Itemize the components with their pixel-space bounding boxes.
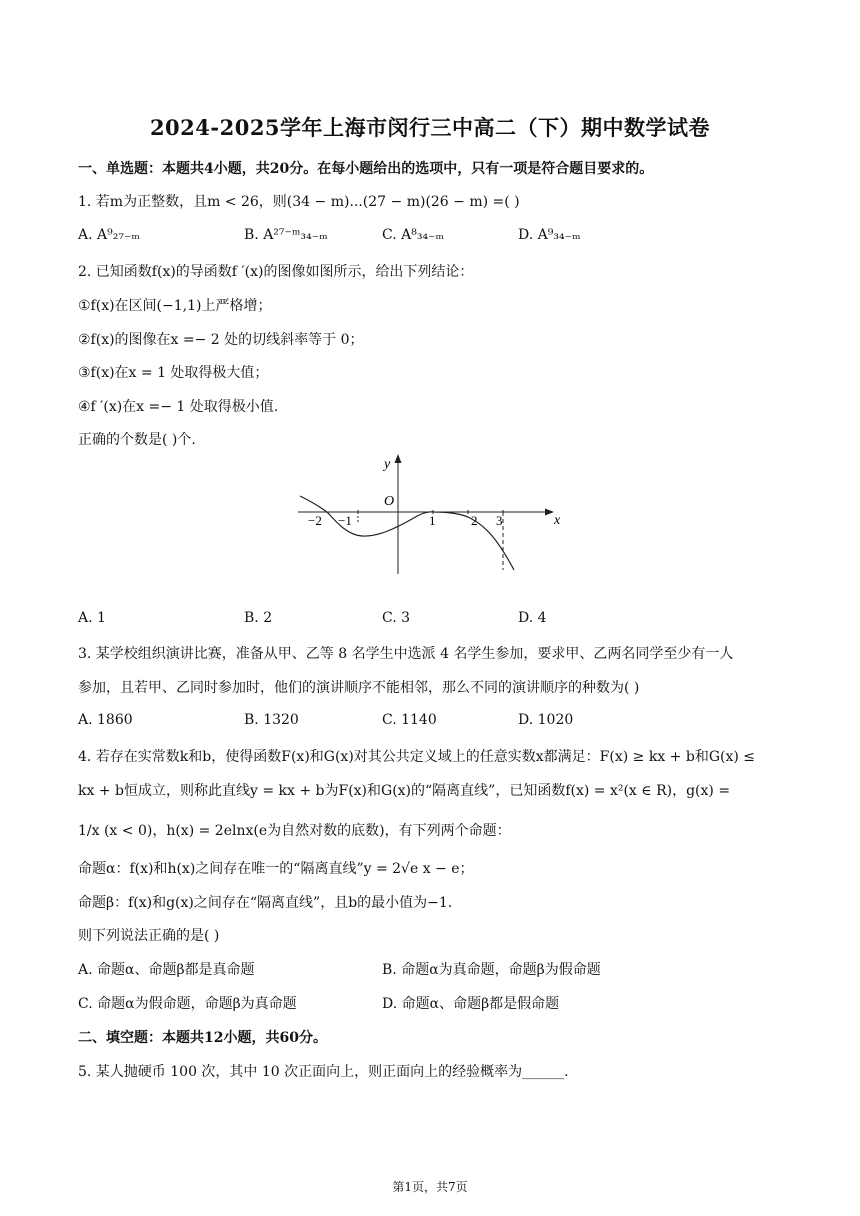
x-axis-label: x (554, 513, 561, 528)
q2-statement-1: ①f(x)在区间(−1,1)上严格增； (78, 298, 272, 314)
y-axis-arrow-icon (395, 454, 402, 463)
page-title: 2024-2025学年上海市闵行三中高二（下）期中数学试卷 (149, 115, 711, 140)
q4-option-b: B. 命题α为真命题，命题β为假命题 (382, 962, 601, 978)
question-2-stem: 2. 已知函数f(x)的导函数f ′(x)的图像如图所示，给出下列结论： (78, 264, 474, 280)
q1-option-d: D. A⁹₃₄₋ₘ (518, 227, 581, 243)
derivative-graph (292, 452, 564, 582)
q3-option-d: D. 1020 (518, 712, 574, 728)
tick-label-2: 2 (471, 513, 478, 528)
question-4-line-3: 1/x (x < 0)，h(x) = 2elnx(e为自然对数的底数)，有下列两个命题： (78, 823, 511, 839)
q2-option-b: B. 2 (244, 610, 273, 626)
q4-question: 则下列说法正确的是( ) (78, 928, 220, 944)
q4-proposition-beta: 命题β：f(x)和g(x)之间存在“隔离直线”，且b的最小值为−1. (78, 895, 453, 911)
q2-option-d: D. 4 (518, 610, 547, 626)
q1-option-b: B. A²⁷⁻ᵐ₃₄₋ₘ (244, 227, 328, 243)
question-3-line-1: 3. 某学校组织演讲比赛，准备从甲、乙等 8 名学生中选派 4 名学生参加，要求甲、乙两名同学至少有一人 (78, 646, 734, 662)
q1-option-c: C. A⁸₃₄₋ₘ (382, 227, 445, 243)
x-axis-arrow-icon (545, 509, 554, 516)
origin-label: O (384, 494, 395, 509)
derivative-curve (300, 496, 514, 570)
q2-option-a: A. 1 (78, 610, 106, 626)
tick-label-neg1: −1 (338, 513, 352, 528)
q2-statement-3: ③f(x)在x = 1 处取得极大值； (78, 365, 269, 381)
q2-question: 正确的个数是( )个. (78, 432, 196, 448)
page-footer: 第1页，共7页 (392, 1180, 468, 1194)
q2-statement-4: ④f ′(x)在x =− 1 处取得极小值. (78, 399, 279, 415)
section-single-choice: 一、单选题：本题共4小题，共20分。在每小题给出的选项中，只有一项是符合题目要求的。 (78, 161, 654, 177)
tick-label-1: 1 (429, 513, 436, 528)
q3-option-a: A. 1860 (78, 712, 133, 728)
question-4-line-1: 4. 若存在实常数k和b，使得函数F(x)和G(x)对其公共定义域上的任意实数x都满足：F(x) ≥ kx + b和G(x) ≤ (78, 749, 756, 765)
question-1-stem: 1. 若m为正整数，且m < 26，则(34 − m)...(27 − m)(26 − m) =( ) (78, 194, 520, 210)
question-4-line-2: kx + b恒成立，则称此直线y = kx + b为F(x)和G(x)的“隔离直线”，已知函数f(x) = x²(x ∈ R)，g(x) = (78, 783, 731, 799)
section-fill-in: 二、填空题：本题共12小题，共60分。 (78, 1030, 327, 1046)
q2-statement-2: ②f(x)的图像在x =− 2 处的切线斜率等于 0； (78, 332, 364, 348)
y-axis-label: y (384, 457, 391, 472)
q2-option-c: C. 3 (382, 610, 411, 626)
question-3-line-2: 参加，且若甲、乙同时参加时，他们的演讲顺序不能相邻，那么不同的演讲顺序的种数为( ) (78, 680, 640, 696)
q1-option-a: A. A⁹₂₇₋ₘ (78, 227, 140, 243)
q3-option-c: C. 1140 (382, 712, 437, 728)
q4-proposition-alpha: 命题α：f(x)和h(x)之间存在唯一的“隔离直线”y = 2√e x − e； (78, 861, 474, 877)
q4-option-d: D. 命题α、命题β都是假命题 (382, 996, 560, 1012)
q4-option-a: A. 命题α、命题β都是真命题 (78, 962, 255, 978)
tick-label-neg2: −2 (308, 513, 322, 528)
tick-label-3: 3 (496, 513, 503, 528)
q4-option-c: C. 命题α为假命题，命题β为真命题 (78, 996, 297, 1012)
question-5: 5. 某人抛硬币 100 次，其中 10 次正面向上，则正面向上的经验概率为______. (78, 1064, 569, 1080)
q3-option-b: B. 1320 (244, 712, 299, 728)
